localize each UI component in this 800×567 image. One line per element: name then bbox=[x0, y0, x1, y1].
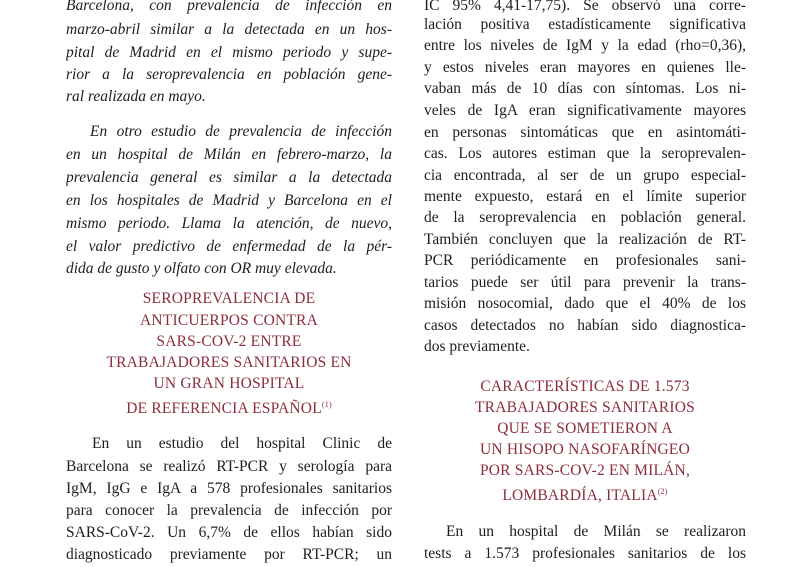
text-line: entre los niveles de IgM y la edad (rho=0,36), bbox=[424, 37, 746, 54]
heading-text: DE REFERENCIA ESPAÑOL bbox=[126, 400, 322, 417]
text-line: En otro estudio de prevalencia de infección bbox=[90, 123, 392, 140]
text-line: mente expuesto, estará en el límite superior bbox=[424, 188, 746, 205]
text-line: En un estudio del hospital Clinic de bbox=[92, 435, 392, 452]
text-line: pital de Madrid en el mismo periodo y supe- bbox=[66, 44, 392, 61]
text-line: vaban más de 10 días con síntomas. Los ni- bbox=[424, 80, 746, 97]
reference-marker: (1) bbox=[321, 400, 332, 409]
section-heading-line: TRABAJADORES SANITARIOS EN bbox=[106, 354, 352, 371]
section-heading-line: ANTICUERPOS CONTRA bbox=[140, 312, 318, 329]
text-line: diagnosticado previamente por RT-PCR; un bbox=[66, 546, 392, 563]
section-heading-line: POR SARS-COV-2 EN MILÁN, bbox=[479, 462, 691, 479]
text-line: cia encontrada, al ser de un grupo especial- bbox=[424, 167, 746, 184]
text-line: IC 95% 4,41-17,75). Se observó una corre- bbox=[424, 0, 746, 14]
text-line: dida de gusto y olfato con OR muy elevada. bbox=[66, 260, 337, 277]
text-line: misión nosocomial, dado que el 40% de los bbox=[424, 295, 746, 312]
text-line: Barcelona se realizó RT-PCR y serología para bbox=[66, 458, 392, 475]
text-line: el valor predictivo de enfermedad de la pér- bbox=[66, 238, 392, 255]
text-line: cas. Los autores estiman que la seroprevalen- bbox=[424, 145, 746, 162]
section-heading-line: QUE SE SOMETIERON A bbox=[497, 420, 673, 437]
text-line: en un hospital de Milán en febrero-marzo, la bbox=[66, 146, 392, 163]
text-line: IgM, IgG e IgA a 578 profesionales sanitarios bbox=[66, 480, 392, 497]
text-line: para conocer la prevalencia de infección por bbox=[66, 502, 392, 519]
text-line: en los hospitales de Madrid y Barcelona en el bbox=[66, 192, 392, 209]
text-line: PCR periódicamente en profesionales sani- bbox=[424, 252, 746, 269]
text-line: SARS-CoV-2. Un 6,7% de ellos habían sido bbox=[66, 524, 392, 541]
text-line: veles de IgA eran significativamente mayores bbox=[424, 102, 746, 119]
text-line: tarios puede ser útil para prevenir la trans- bbox=[424, 274, 746, 291]
section-heading-line: UN GRAN HOSPITAL bbox=[153, 375, 305, 392]
text-line: casos detectados no habían sido diagnostica- bbox=[424, 317, 746, 334]
text-line: En un hospital de Milán se realizaron bbox=[446, 523, 746, 540]
text-line: marzo-abril similar a la detectada en un hos- bbox=[66, 21, 392, 38]
text-line: de la seroprevalencia en población general. bbox=[424, 209, 746, 226]
text-line: ral realizada en mayo. bbox=[66, 88, 206, 105]
text-line: tests a 1.573 profesionales sanitarios de los bbox=[424, 545, 746, 562]
section-heading-line bbox=[66, 394, 392, 415]
text-line: Barcelona, con prevalencia de infección en bbox=[66, 0, 392, 14]
section-heading-line bbox=[424, 481, 746, 502]
section-heading-line: UN HISOPO NASOFARÍNGEO bbox=[480, 441, 690, 458]
section-heading-line: CARACTERÍSTICAS DE 1.573 bbox=[480, 378, 690, 395]
text-line: y estos niveles eran mayores en quienes lle- bbox=[424, 59, 746, 76]
heading-text: LOMBARDÍA, ITALIA bbox=[502, 487, 658, 504]
text-line: mismo periodo. Llama la atención, de nuevo, bbox=[66, 215, 392, 232]
text-line: dos previamente. bbox=[424, 338, 530, 355]
reference-marker: (2) bbox=[657, 487, 668, 496]
text-line: También concluyen que la realización de RT- bbox=[424, 231, 746, 248]
section-heading-line: SEROPREVALENCIA DE bbox=[142, 290, 316, 307]
text-line: en personas sintomáticas que en asintomáti- bbox=[424, 124, 746, 141]
section-heading-line: SARS-COV-2 ENTRE bbox=[156, 333, 302, 350]
text-line: rior a la seroprevalencia en población gene- bbox=[66, 66, 392, 83]
section-heading-line: TRABAJADORES SANITARIOS bbox=[475, 399, 695, 416]
text-line: prevalencia general es similar a la detectada bbox=[66, 169, 392, 186]
text-line: lación positiva estadísticamente significativa bbox=[424, 16, 746, 33]
